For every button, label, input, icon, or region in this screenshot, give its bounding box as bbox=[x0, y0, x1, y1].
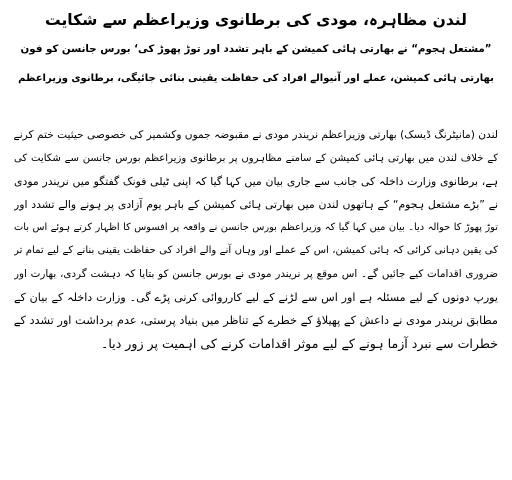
headline-subtitle-2: بھارتی ہائی کمیشن، عملے اور آنیوالے افراد کی حفاظت یقینی بنائی جائیگی، برطانوی وزیراعظم bbox=[18, 73, 494, 84]
headline-subtitle-1: ”مشتعل ہجوم“ نے بھارتی ہائی کمیشن کے باہر تشدد اور توڑ پھوڑ کی‘ بورس جانسن کو فون bbox=[20, 43, 492, 55]
article-line: ضروری اقدامات کیے جائیں گے۔ اس موقع پر نریندر مودی نے بورس جانسن کو بتایا کہ دہشت گردی، بھارت اور bbox=[14, 267, 498, 280]
article-line: مطابق نریندر مودی نے داعش کے پھیلاؤ کے خطرے کے تناظر میں بنیاد پرستی، عدم برداشت اور تشدد کے bbox=[14, 312, 498, 327]
headline-title: لندن مظاہرہ، مودی کی برطانوی وزیراعظم سے شکایت bbox=[45, 11, 467, 29]
article-line: ہے، برطانوی وزارت داخلہ کی جانب سے جاری بیان میں کہا گیا کہ اپنی ٹیلی فونک گفتگو میں نریندر مودی bbox=[14, 175, 498, 189]
article-line: کے خلاف لندن میں بھارتی ہائی کمیشن کے سامنے مظاہروں پر برطانوی وزیراعظم بورس جانسن سے شکایت کی bbox=[14, 153, 498, 165]
article-line: خطرات سے نبرد آزما ہونے کے لیے موثر اقدامات کرنے کی اہمیت پر زور دیا۔ bbox=[100, 335, 498, 351]
article-line: توڑ پھوڑ کا حوالہ دیا۔ بیان میں کہا گیا کہ وزیراعظم بورس جانسن نے واقعہ پر افسوس کا اظہار کرتے ہوئے اس بات bbox=[14, 222, 498, 234]
article-line: یورپ دونوں کے لیے مسئلہ ہے اور اس سے لڑنے کے لیے کارروائی کرنی پڑے گی۔ وزارت داخلہ کے بیان کے bbox=[14, 290, 498, 304]
article-line: کی یقین دہانی کرائی کہ ہائی کمیشن، اس کے عملے اور وہاں آنے والے افراد کی حفاظت یقینی بنانے کے لیے تمام تر bbox=[14, 245, 498, 257]
headline bbox=[18, 6, 494, 93]
article-body bbox=[14, 124, 498, 355]
article-line: لندن (مانیٹرنگ ڈیسک) بھارتی وزیراعظم نریندر مودی نے مقبوضہ جموں وکشمیر کی خصوصی حیثیت ختم کرنے bbox=[14, 129, 498, 141]
article-line: نے ”بڑے مشتعل ہجوم“ کے ہاتھوں لندن میں بھارتی ہائی کمیشن کے باہر یوم آزادی پر ہونے والے تشدد اور bbox=[14, 198, 498, 212]
